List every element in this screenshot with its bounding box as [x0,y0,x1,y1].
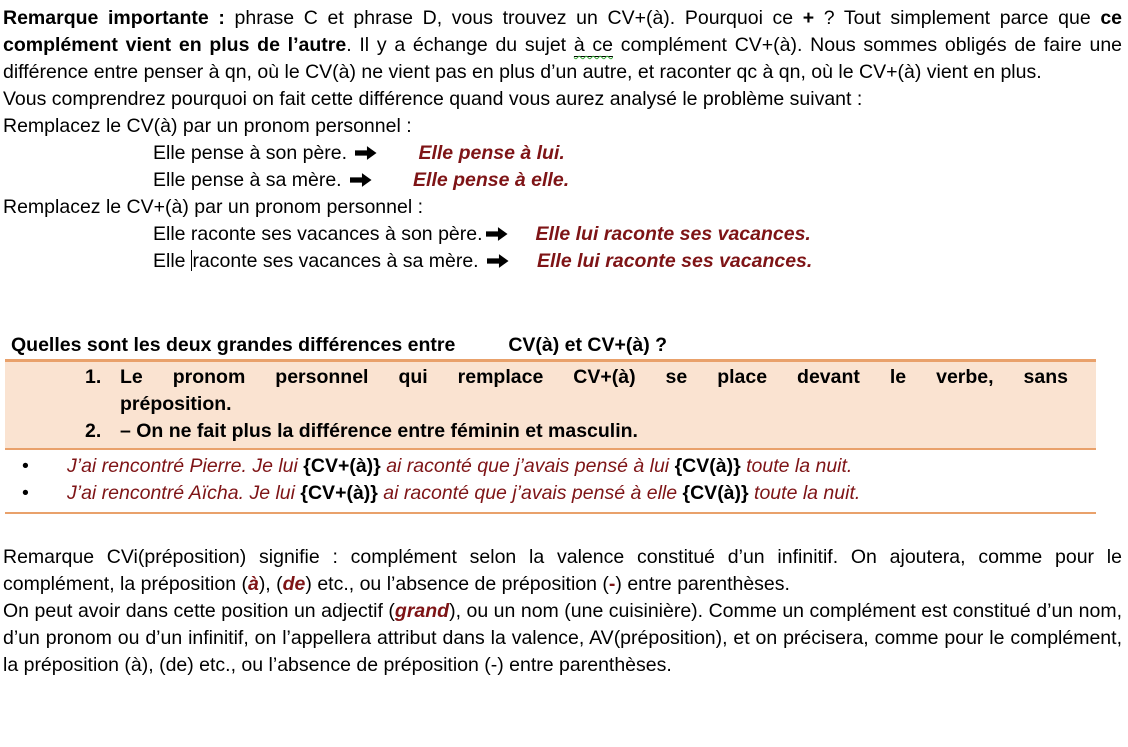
example-bullets [5,450,1096,514]
text-run: . Il y a échange du sujet [346,34,574,56]
highlighted-text-run: Elle pense à lui. [418,142,565,164]
answer-item [5,418,1068,445]
highlighted-text-run: ai raconté que j’avais pensé à elle [377,482,683,504]
answer-item-text [120,418,1068,445]
highlighted-text-run: Elle pense à elle. [413,169,570,191]
example-raconte-pere [3,221,1122,248]
line-comprendrez [3,86,1122,113]
text-run: CV(à) et CV+(à) ? [508,334,668,356]
blank-space-1 [3,275,1122,332]
bullet-item-text [67,480,1096,507]
answer-item [5,364,1068,418]
remarque-cvi-paragraph [3,544,1122,598]
text-run: Remplacez le CV+(à) par un pronom personnel : [3,196,424,218]
highlighted-text-run: toute la nuit. [748,482,861,504]
answer-item-line: – On ne fait plus la différence entre féminin et masculin. [120,420,638,442]
text-run: Elle pense à son père. [153,142,353,164]
text-run: Vous comprendrez pourquoi on fait cette différence quand vous aurez analysé le problème suivant : [3,88,863,110]
text-run: On peut avoir dans cette position un adjectif ( [3,600,395,622]
highlighted-text-run: toute la nuit. [740,455,853,477]
answer-item-line: Le pronom personnel qui remplace CV+(à) se place devant le verbe, sans [120,366,1068,388]
text-run: Remarque CVi(préposition) signifie : complément selon la valence constitué d’un infinitif. On ajoutera, comme pour le complément, la préposition ( [3,546,1122,595]
text-run: ? Tout simplement parce que [814,7,1101,29]
highlighted-text-run: J’ai rencontré Pierre. Je lui [67,455,304,477]
list-number: 1. [85,366,102,388]
text-run: + [802,7,815,29]
example-raconte-mere [3,248,1122,275]
text-run: complément CV+(à). Nous sommes obligés de faire une différence entre penser à qn, où le CV(à) ne vient pas en plus d’un autre, et raconter qc à qn, où le CV+(à) vient en plus. [3,34,1123,83]
text-run: à ce [573,34,614,56]
arrow-right-icon [352,142,378,164]
answer-item-line: préposition. [120,393,232,415]
example-pense-mere [3,167,1122,194]
blank-space-2 [3,514,1122,544]
example-pense-pere [3,140,1122,167]
text-run: phrase C et phrase D, vous trouvez un CV+(à). Pourquoi ce [224,7,803,29]
text-run: ce complément vient en plus de l’autre [3,7,1123,56]
line-remplacez-cva [3,113,1122,140]
bullet-item [5,453,1096,480]
arrow-right-icon [484,250,510,272]
text-run: ), ( [258,573,283,595]
text-run: ) entre parenthèses. [615,573,790,595]
text-run: {CV(à)} [682,482,749,504]
arrow-right-icon [483,223,509,245]
text-run: ) etc., ou l’absence de préposition ( [305,573,609,595]
answer-box [5,359,1096,450]
list-number: 2. [85,420,102,442]
highlighted-text-run: à [247,573,259,595]
answer-item-text [120,364,1068,418]
highlighted-text-run: Elle lui raconte ses vacances. [537,250,813,272]
question-heading [3,332,1122,359]
highlighted-text-run: ai raconté que j’avais pensé à lui [380,455,675,477]
text-run: ), ou un nom (une cuisinière). Comme un complément est constitué d’un nom, d’un pronom ou d’un infinitif, on l’appellera attribut dans la valence, AV(préposition), et on précisera, comme pour le complément, la préposition (à), (de) etc., ou l’absence de préposition (-) entre parenthèses. [3,600,1122,676]
text-run: Elle raconte ses vacances à son père. [153,223,483,245]
text-run: {CV+(à)} [303,455,381,477]
text-run: Quelles sont les deux grandes différences entre [11,334,456,356]
highlighted-text-run: J’ai rencontré Aïcha. Je lui [67,482,301,504]
bullet-marker: • [22,455,29,477]
text-run: {CV+(à)} [300,482,378,504]
text-run: {CV(à)} [674,455,741,477]
highlighted-text-run: Elle lui raconte ses vacances. [535,223,811,245]
bullet-item-text [67,453,1096,480]
highlighted-text-run: grand [394,600,450,622]
line-remplacez-cvplusa [3,194,1122,221]
arrow-right-icon [347,169,373,191]
text-run: Remarque importante : [3,7,225,29]
highlighted-text-run: de [282,573,306,595]
bullet-marker: • [22,482,29,504]
highlighted-text-run: - [608,573,616,595]
text-run: Elle pense à sa mère. [153,169,348,191]
attribut-paragraph [3,598,1122,679]
bullet-item [5,480,1096,507]
intro-paragraph [3,5,1122,86]
text-run: Elle [153,250,191,272]
text-run: Remplacez le CV(à) par un pronom personnel : [3,115,412,137]
text-run: raconte ses vacances à sa mère. [192,250,484,272]
